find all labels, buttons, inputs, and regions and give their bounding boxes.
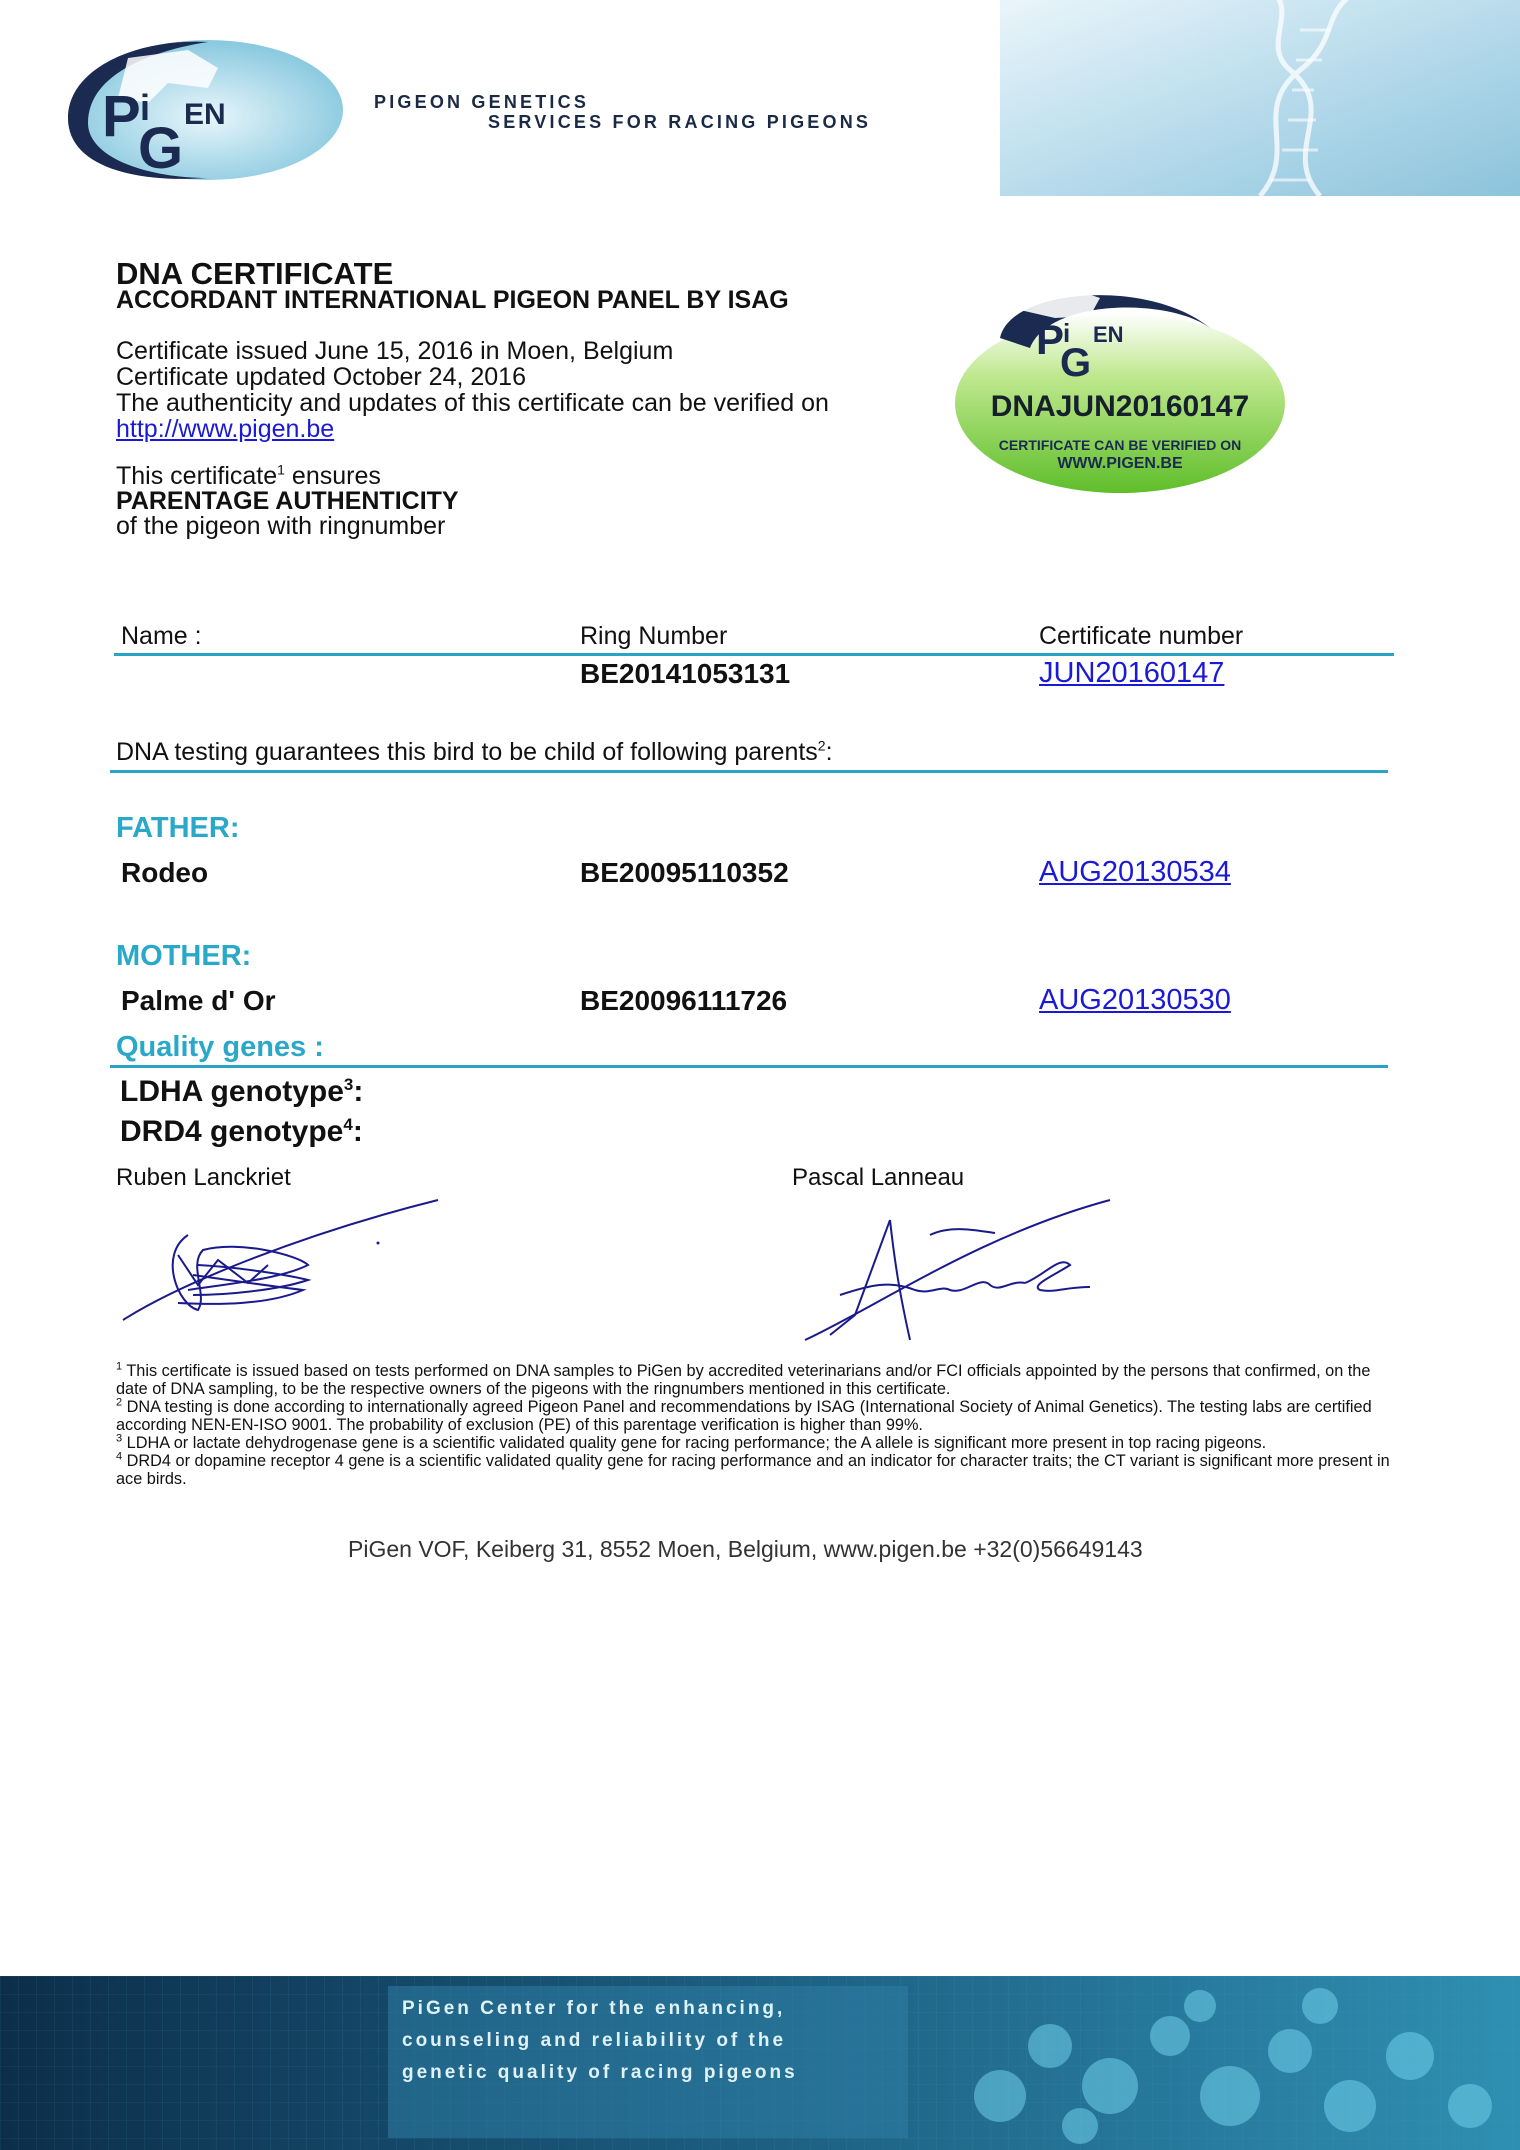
- banner-line-2: counseling and reliability of the: [402, 2030, 787, 2051]
- father-label: FATHER:: [116, 812, 240, 844]
- footnote-2: [116, 1398, 1396, 1434]
- signature-right: [800, 1195, 1120, 1350]
- svg-text:P: P: [1036, 316, 1065, 363]
- drd4-label: DRD4 genotype: [120, 1115, 344, 1148]
- updated-date: Certificate updated October 24, 2016: [116, 363, 526, 391]
- dna-helix-image: [1000, 0, 1520, 196]
- col-header-ring: Ring Number: [580, 622, 728, 650]
- guarantee-text: [116, 738, 833, 767]
- bird-ring: BE20141053131: [580, 658, 791, 689]
- footnote-4: [116, 1452, 1396, 1488]
- mother-ring: BE20096111726: [580, 985, 788, 1016]
- svg-text:G: G: [138, 116, 184, 181]
- verify-link[interactable]: http://www.pigen.be: [116, 415, 335, 443]
- pigen-logo: [58, 28, 348, 188]
- col-header-name: Name :: [121, 622, 202, 650]
- badge-line-1: CERTIFICATE CAN BE VERIFIED ON: [998, 437, 1242, 453]
- mother-name: Palme d' Or: [121, 985, 276, 1016]
- svg-text:EN: EN: [1093, 322, 1124, 347]
- footnote-num-2: 2: [116, 1396, 123, 1409]
- signatory-left-name: Ruben Lanckriet: [116, 1164, 291, 1191]
- ldha-colon: :: [353, 1075, 364, 1108]
- footnote-text-4: DRD4 or dopamine receptor 4 gene is a scientific validated quality gene for racing performance and an indicator for character traits; the CT variant is significant more present in ace birds.: [116, 1452, 1390, 1488]
- badge-line-2: WWW.PIGEN.BE: [1057, 455, 1183, 472]
- guarantee-tail: :: [825, 738, 833, 766]
- ensures-tail: of the pigeon with ringnumber: [116, 512, 446, 540]
- verify-text: The authenticity and updates of this certificate can be verified on: [116, 389, 829, 417]
- footnote-num-3: 3: [116, 1432, 123, 1445]
- banner-line-1: PiGen Center for the enhancing,: [402, 1998, 786, 2019]
- bird-cert-link[interactable]: JUN20160147: [1039, 657, 1225, 689]
- footnote-ref-3: 3: [343, 1075, 354, 1094]
- footnote-ref-2: 2: [817, 737, 826, 754]
- drd4-genotype: [120, 1115, 363, 1149]
- verification-badge: [950, 268, 1290, 498]
- guarantee-main: DNA testing guarantees this bird to be child of following parents: [116, 738, 818, 766]
- svg-text:G: G: [1060, 341, 1092, 385]
- header-tagline-2: SERVICES FOR RACING PIGEONS: [488, 112, 872, 132]
- drd4-colon: :: [352, 1115, 363, 1148]
- footnote-text-3: LDHA or lactate dehydrogenase gene is a scientific validated quality gene for racing performance; the A allele is significant more present in top racing pigeons.: [126, 1434, 1267, 1452]
- svg-text:EN: EN: [184, 98, 226, 131]
- certificate-title: DNA CERTIFICATE: [116, 256, 394, 291]
- svg-text:P: P: [102, 84, 141, 149]
- certificate-subtitle: ACCORDANT INTERNATIONAL PIGEON PANEL BY ISAG: [116, 286, 789, 314]
- footnote-ref-1: 1: [277, 461, 285, 478]
- footnote-ref-4: 4: [343, 1115, 353, 1134]
- footnote-text-2: DNA testing is done according to internationally agreed Pigeon Panel and recommendations by ISAG (International Society of Animal Genetics). The testing labs are certified according NEN-EN-ISO 9001. The probability of exclusion (PE) of this parentage verification is higher than 99%.: [116, 1398, 1372, 1434]
- issued-date: Certificate issued June 15, 2016 in Moen, Belgium: [116, 337, 674, 365]
- signature-left: [118, 1195, 448, 1330]
- footnote-num-1: 1: [116, 1360, 123, 1373]
- svg-text:i: i: [1063, 318, 1071, 348]
- quality-rule: [110, 1065, 1388, 1068]
- badge-code: DNAJUN20160147: [990, 390, 1250, 423]
- col-header-cert: Certificate number: [1039, 622, 1244, 650]
- ensures-block: [116, 461, 459, 540]
- ensures-prefix: This certificate: [116, 462, 278, 490]
- certificate-info: [116, 338, 829, 442]
- footnote-3: [116, 1434, 1396, 1452]
- ldha-genotype: [120, 1075, 363, 1109]
- father-cert-link[interactable]: AUG20130534: [1039, 856, 1231, 888]
- ldha-label: LDHA genotype: [120, 1075, 344, 1108]
- table-rule: [114, 653, 1394, 656]
- guarantee-rule: [110, 770, 1388, 773]
- header-tagline-1: PIGEON GENETICS: [374, 92, 590, 112]
- ensures-suffix: ensures: [284, 462, 381, 490]
- footnote-1: [116, 1362, 1396, 1398]
- mother-label: MOTHER:: [116, 940, 252, 972]
- footnote-num-4: 4: [116, 1450, 123, 1463]
- ensures-bold: PARENTAGE AUTHENTICITY: [116, 487, 459, 515]
- footnotes: [116, 1362, 1396, 1488]
- mother-cert-link[interactable]: AUG20130530: [1039, 984, 1231, 1016]
- father-name: Rodeo: [121, 857, 209, 888]
- signatory-right-name: Pascal Lanneau: [792, 1164, 965, 1191]
- quality-genes-label: Quality genes :: [116, 1031, 324, 1063]
- footnote-text-1: This certificate is issued based on tests performed on DNA samples to PiGen by accredited veterinarians and/or FCI officials appointed by the persons that confirmed, on the date of DNA sampling, to be the respective owners of the pigeons with the ringnumbers mentioned in this certificate.: [116, 1362, 1371, 1398]
- father-ring: BE20095110352: [580, 857, 789, 888]
- company-address: PiGen VOF, Keiberg 31, 8552 Moen, Belgium, www.pigen.be +32(0)56649143: [348, 1536, 1143, 1562]
- svg-text:i: i: [140, 87, 151, 128]
- banner-line-3: genetic quality of racing pigeons: [402, 2062, 798, 2083]
